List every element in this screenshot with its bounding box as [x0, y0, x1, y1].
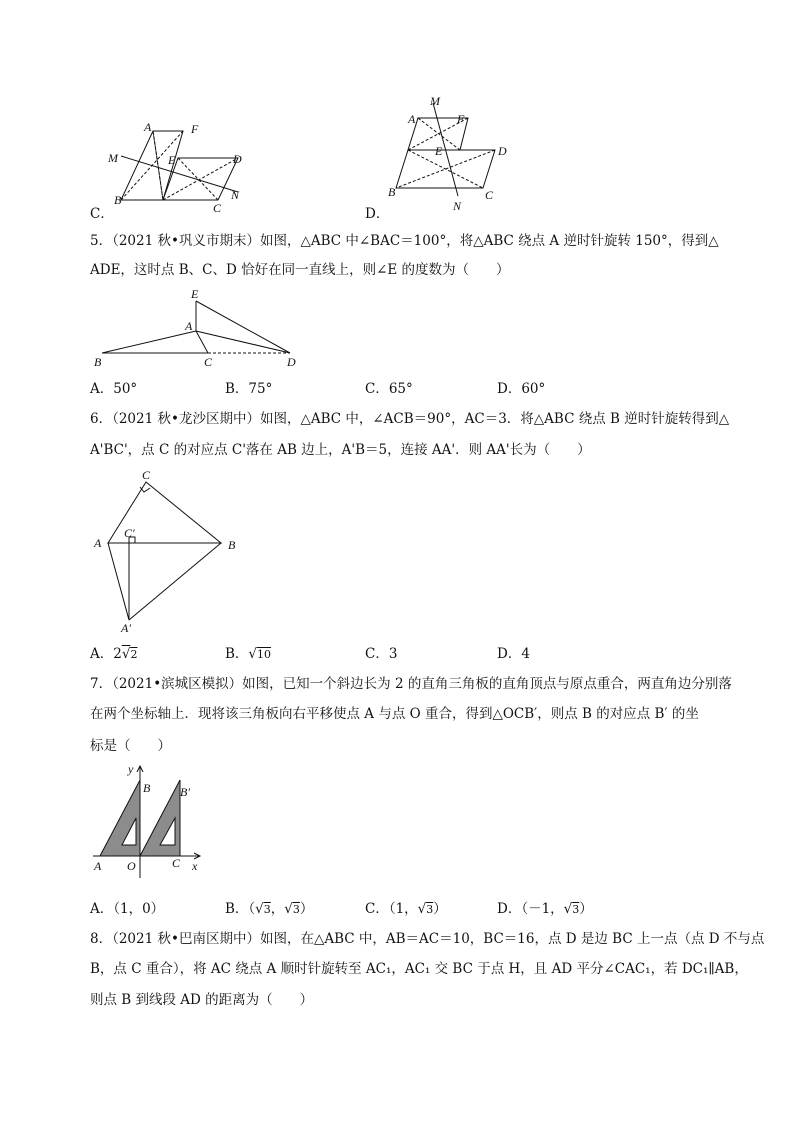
q6-label-c-prime: C′: [124, 526, 135, 540]
q7-stem-line2: 在两个坐标轴上．现将该三角板向右平移使点 A 与点 O 重合，得到△OCB′，则点 B 的对应点 B′ 的坐: [90, 706, 699, 722]
q4-option-d[interactable]: D．: [365, 206, 390, 222]
q4-figure-c: [88, 120, 268, 220]
q7-label-b: B: [143, 781, 151, 795]
q4-option-c[interactable]: C．: [90, 206, 114, 222]
q6-label-a: A: [94, 536, 102, 550]
q5-label-a: A: [185, 319, 193, 333]
q5-label-d: D: [287, 355, 296, 369]
q4d-label-b: B: [388, 185, 396, 199]
q6-option-b[interactable]: B．√10: [225, 646, 272, 662]
q7-option-b[interactable]: B．（√3，√3）: [225, 901, 314, 917]
q6-stem-line1: 6．（2021 秋•龙沙区期中）如图，△ABC 中，∠ACB＝90°，AC＝3．将△ABC 绕点 B 逆时针旋转得到△: [90, 411, 730, 427]
q5-option-d[interactable]: D．60°: [497, 381, 546, 397]
q4d-label-f: F: [457, 112, 465, 126]
q5-option-c[interactable]: C．65°: [365, 381, 413, 397]
q4c-label-b: B: [114, 193, 122, 207]
q8-stem-line3: 则点 B 到线段 AD 的距离为（ ）: [90, 992, 314, 1008]
q4c-label-c: C: [213, 201, 222, 215]
q4d-label-c: C: [485, 188, 494, 202]
q5-stem-line1: 5．（2021 秋•巩义市期末）如图，△ABC 中∠BAC＝100°，将△ABC 绕点 A 逆时针旋转 150°，得到△: [90, 233, 719, 249]
q4c-label-f: F: [191, 122, 199, 136]
q4c-label-d: D: [233, 152, 242, 166]
q4d-label-e: E: [435, 144, 443, 158]
q4d-label-m: M: [430, 94, 440, 108]
q6-stem-line2: A'BC'，点 C 的对应点 C'落在 AB 边上，A'B＝5，连接 AA'．则 AA'长为（ ）: [90, 442, 591, 458]
q5-stem-line2: ADE，这时点 B、C、D 恰好在同一直线上，则∠E 的度数为（ ）: [90, 262, 510, 278]
q7-label-a: A: [94, 859, 102, 873]
q7-label-o: O: [127, 859, 136, 873]
q4d-label-a: A: [408, 112, 416, 126]
q7-option-d[interactable]: D．（－1，√3）: [497, 901, 593, 917]
q7-stem-line3: 标是（ ）: [90, 738, 171, 754]
q7-option-c[interactable]: C．（1，√3）: [365, 901, 447, 917]
q7-stem-line1: 7．（2021•滨城区模拟）如图，已知一个斜边长为 2 的直角三角板的直角顶点与原点重合，两直角边分别落: [90, 676, 732, 692]
q6-option-d[interactable]: D．4: [497, 646, 530, 662]
q7-label-c: C: [172, 856, 181, 870]
q4d-label-d: D: [498, 144, 507, 158]
q8-stem-line1: 8．（2021 秋•巴南区期中）如图，在△ABC 中，AB＝AC＝10，BC＝16，点 D 是边 BC 上一点（点 D 不与点: [90, 931, 765, 947]
q7-figure: [88, 758, 218, 878]
q4c-label-m: M: [108, 151, 118, 165]
q6-label-b: B: [228, 538, 236, 552]
q5-option-b[interactable]: B．75°: [225, 381, 273, 397]
q6-option-a[interactable]: A．2√2: [90, 646, 138, 662]
q6-figure: [88, 465, 248, 635]
q7-label-x: x: [192, 859, 198, 873]
q4c-label-n: N: [231, 188, 240, 202]
q5-option-a[interactable]: A．50°: [90, 381, 138, 397]
q4c-label-a: A: [144, 120, 152, 134]
q7-label-b-prime: B′: [180, 785, 190, 799]
q6-option-c[interactable]: C．3: [365, 646, 398, 662]
q4d-label-n: N: [453, 199, 462, 213]
q7-label-y: y: [128, 762, 134, 776]
q4c-label-e: E: [168, 153, 176, 167]
q5-label-b: B: [94, 355, 102, 369]
q4-figure-d: [380, 93, 520, 213]
q7-option-a[interactable]: A．（1，0）: [90, 901, 165, 917]
q6-label-c: C: [142, 468, 151, 482]
q5-figure: [90, 283, 310, 373]
q6-label-a-prime: A′: [121, 621, 131, 635]
q5-label-c: C: [204, 355, 213, 369]
q8-stem-line2: B，点 C 重合），将 AC 绕点 A 顺时针旋转至 AC₁，AC₁ 交 BC 于点 H，且 AD 平分∠CAC₁，若 DC₁∥AB，: [90, 961, 748, 977]
q5-label-e: E: [191, 287, 199, 301]
